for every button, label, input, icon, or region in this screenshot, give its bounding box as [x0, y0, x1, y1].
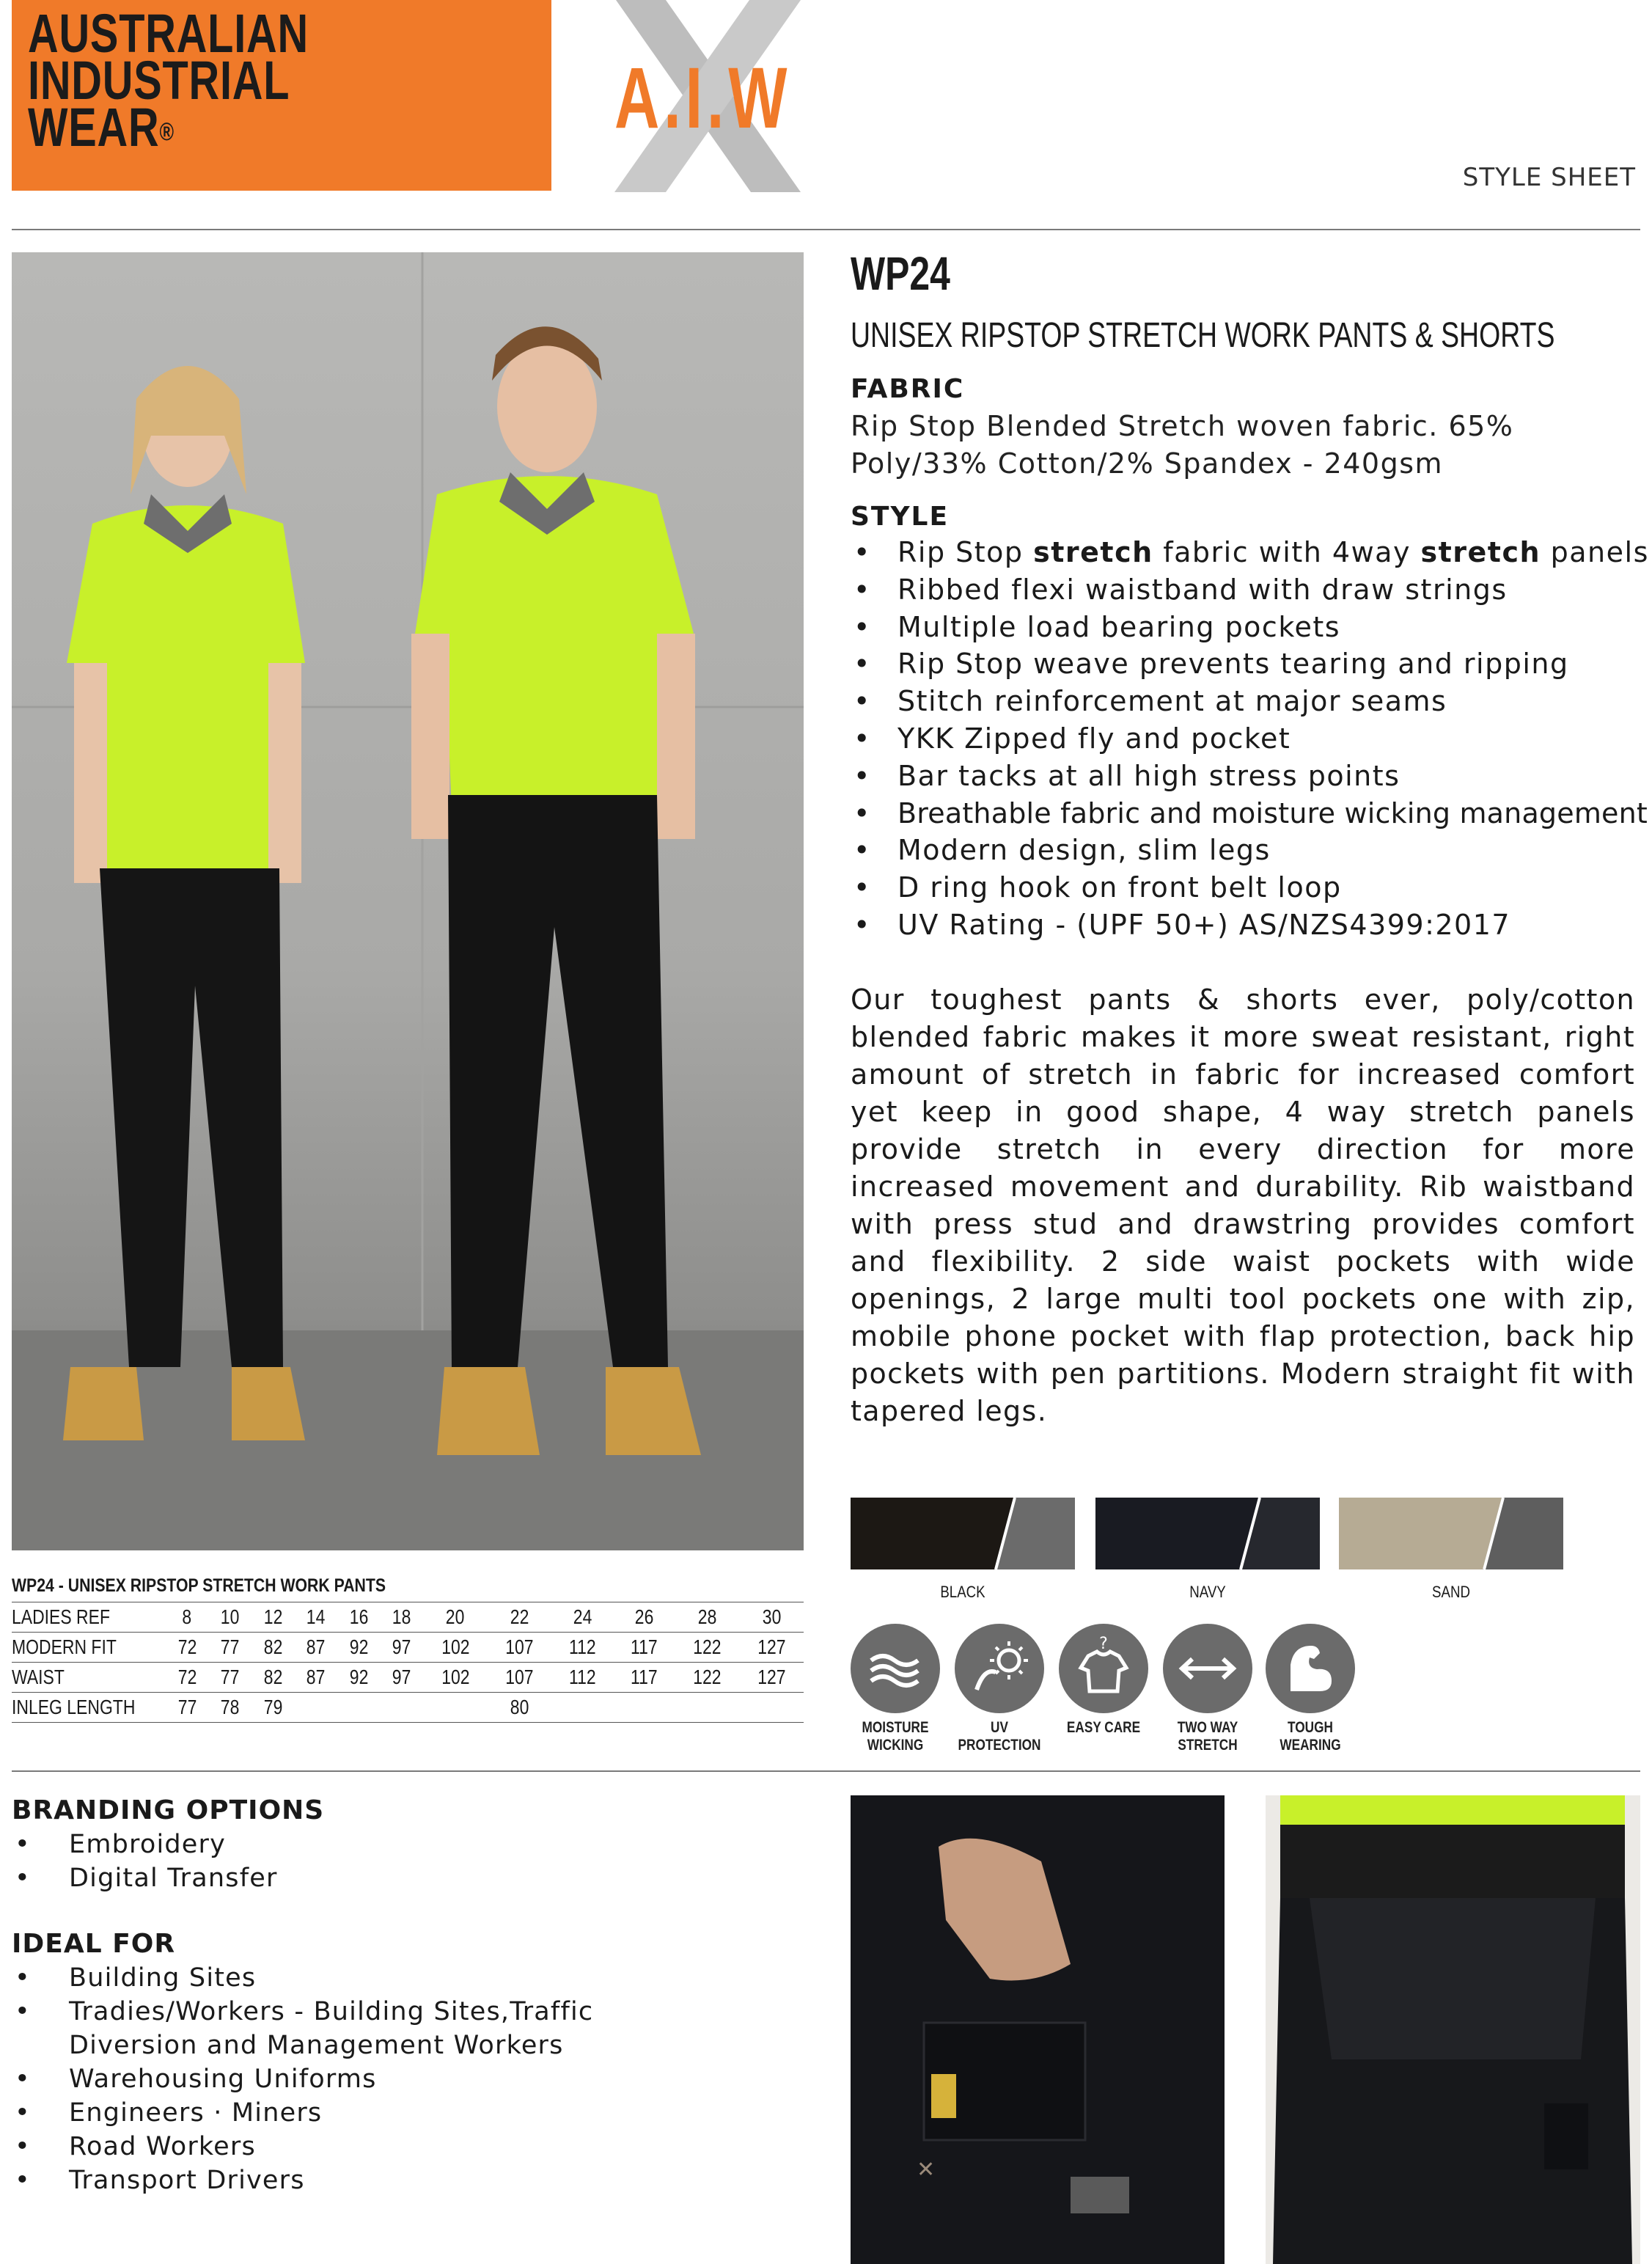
size-cell: 12 — [252, 1602, 295, 1633]
colour-swatch-navy[interactable] — [1095, 1498, 1320, 1569]
size-table-row — [12, 1693, 804, 1723]
ideal-for-item: • Engineers · Miners — [12, 2096, 672, 2130]
feature-item: • YKK Zipped fly and pocket — [851, 720, 1642, 758]
size-cell — [739, 1693, 804, 1723]
size-cell: 14 — [295, 1602, 338, 1633]
easy-care-icon — [1059, 1624, 1148, 1713]
icon-label-two-way-stretch: TWO WAY STRETCH — [1177, 1719, 1238, 1754]
size-cell — [614, 1693, 675, 1723]
brand-wordmark — [28, 3, 309, 158]
size-cell — [337, 1693, 381, 1723]
feature-item: • D ring hook on front belt loop — [851, 869, 1642, 906]
size-cell: 82 — [252, 1633, 295, 1663]
size-cell: 117 — [614, 1633, 675, 1663]
size-cell: 102 — [423, 1663, 488, 1693]
icon-label-uv-protection: UV PROTECTION — [958, 1719, 1041, 1754]
svg-text:✕: ✕ — [917, 2157, 936, 2183]
size-cell: 22 — [488, 1602, 552, 1633]
colour-label-black: BLACK — [940, 1583, 985, 1601]
brand-line-1: AUSTRALIAN — [28, 3, 309, 64]
back-waistband-detail-photo — [1266, 1795, 1640, 2264]
branding-heading: BRANDING OPTIONS — [12, 1795, 325, 1825]
size-row-label: LADIES REF — [12, 1602, 166, 1633]
branding-item: • Digital Transfer — [12, 1861, 716, 1895]
ideal-for-item: • Tradies/Workers - Building Sites,Traffic Diversion and Management Workers — [12, 1995, 672, 2062]
size-cell: 72 — [166, 1663, 209, 1693]
size-cell: 80 — [488, 1693, 552, 1723]
size-cell: 79 — [252, 1693, 295, 1723]
size-table-title: WP24 - UNISEX RIPSTOP STRETCH WORK PANTS — [12, 1575, 386, 1596]
ideal-for-item: • Road Workers — [12, 2130, 672, 2164]
size-table — [12, 1602, 804, 1723]
size-row-label: WAIST — [12, 1663, 166, 1693]
size-cell: 20 — [423, 1602, 488, 1633]
moisture-wicking-icon — [851, 1624, 940, 1713]
colour-label-navy: NAVY — [1189, 1583, 1226, 1601]
colour-label-sand: SAND — [1432, 1583, 1470, 1601]
size-cell: 117 — [614, 1663, 675, 1693]
size-cell: 122 — [675, 1663, 739, 1693]
colour-swatch-black[interactable] — [851, 1498, 1075, 1569]
size-cell: 8 — [166, 1602, 209, 1633]
size-cell: 18 — [381, 1602, 424, 1633]
size-cell — [552, 1693, 614, 1723]
size-row-label: INLEG LENGTH — [12, 1693, 166, 1723]
icon-label-tough-wearing: TOUGH WEARING — [1280, 1719, 1341, 1754]
brand-line-3: WEAR — [28, 97, 160, 158]
size-cell: 92 — [337, 1663, 381, 1693]
ideal-for-list — [12, 1961, 672, 2197]
size-cell — [381, 1693, 424, 1723]
brand-line-2: INDUSTRIAL — [28, 50, 290, 111]
size-cell: 87 — [295, 1663, 338, 1693]
style-heading: STYLE — [851, 502, 950, 532]
feature-item: • Stitch reinforcement at major seams — [851, 683, 1642, 720]
size-cell: 92 — [337, 1633, 381, 1663]
size-cell: 87 — [295, 1633, 338, 1663]
size-cell: 24 — [552, 1602, 614, 1633]
size-cell: 112 — [552, 1663, 614, 1693]
feature-item: • Multiple load bearing pockets — [851, 609, 1642, 646]
size-cell: 127 — [739, 1663, 804, 1693]
size-cell: 78 — [209, 1693, 252, 1723]
size-cell: 26 — [614, 1602, 675, 1633]
feature-item: • Rip Stop stretch fabric with 4way stretch panels — [851, 534, 1642, 571]
style-feature-list — [851, 534, 1649, 944]
feature-item: • Breathable fabric and moisture wicking management — [851, 795, 1642, 832]
size-cell: 77 — [166, 1693, 209, 1723]
tough-wearing-icon — [1266, 1624, 1355, 1713]
size-cell: 77 — [209, 1663, 252, 1693]
aiw-logo-text: A.I.W — [614, 50, 792, 147]
size-cell — [295, 1693, 338, 1723]
size-cell: 82 — [252, 1663, 295, 1693]
uv-protection-icon — [955, 1624, 1044, 1713]
size-cell: 28 — [675, 1602, 739, 1633]
product-code: WP24 — [851, 247, 950, 300]
feature-item: • Modern design, slim legs — [851, 832, 1642, 869]
size-table-row — [12, 1663, 804, 1693]
pocket-detail-photo — [851, 1795, 1225, 2264]
size-cell: 77 — [209, 1633, 252, 1663]
document-type-label: STYLE SHEET — [1462, 163, 1636, 192]
branding-list — [12, 1828, 716, 1895]
ideal-for-item: • Warehousing Uniforms — [12, 2062, 672, 2096]
hero-model-photo — [12, 252, 804, 1550]
ideal-for-item: • Building Sites — [12, 1961, 672, 1995]
size-cell: 107 — [488, 1663, 552, 1693]
size-cell: 102 — [423, 1633, 488, 1663]
size-cell: 10 — [209, 1602, 252, 1633]
fabric-description: Rip Stop Blended Stretch woven fabric. 65% Poly/33% Cotton/2% Spandex - 240gsm — [851, 410, 1514, 480]
svg-text:?: ? — [1099, 1635, 1108, 1653]
header-divider — [12, 229, 1640, 230]
size-cell: 72 — [166, 1633, 209, 1663]
size-table-row — [12, 1602, 804, 1633]
icon-label-easy-care: EASY CARE — [1066, 1719, 1141, 1736]
feature-item: • UV Rating - (UPF 50+) AS/NZS4399:2017 — [851, 906, 1642, 944]
registered-mark: ® — [159, 118, 175, 146]
branding-item: • Embroidery — [12, 1828, 716, 1861]
icon-label-moisture-wicking: MOISTURE WICKING — [862, 1719, 929, 1754]
section-divider — [12, 1770, 1640, 1772]
ideal-for-item: • Transport Drivers — [12, 2164, 672, 2197]
feature-item: • Rip Stop weave prevents tearing and ripping — [851, 645, 1642, 683]
size-cell — [675, 1693, 739, 1723]
product-description: Our toughest pants & shorts ever, poly/cotton blended fabric makes it more sweat resistant, right amount of stretch in fabric for increased comfort yet keep in good shape, 4 way stretch panels provide stretch in every direction for more increased movement and durability. Rib waistband with press stud and drawstring provides comfort and flexibility. 2 side waist pockets with wide openings, 2 large multi tool pockets one with zip, mobile phone pocket with flap protection, back hip pockets with pen partitions. Modern straight fit with tapered legs. — [851, 983, 1635, 1427]
size-cell: 97 — [381, 1663, 424, 1693]
size-cell: 30 — [739, 1602, 804, 1633]
size-cell — [423, 1693, 488, 1723]
size-table-row — [12, 1633, 804, 1663]
size-cell: 127 — [739, 1633, 804, 1663]
size-cell: 122 — [675, 1633, 739, 1663]
two-way-stretch-icon — [1163, 1624, 1252, 1713]
size-cell: 97 — [381, 1633, 424, 1663]
colour-swatch-sand[interactable] — [1339, 1498, 1563, 1569]
feature-item: • Bar tacks at all high stress points — [851, 758, 1642, 795]
size-cell: 107 — [488, 1633, 552, 1663]
ideal-for-heading: IDEAL FOR — [12, 1929, 176, 1959]
fabric-heading: FABRIC — [851, 374, 965, 404]
product-title: UNISEX RIPSTOP STRETCH WORK PANTS & SHORTS — [851, 316, 1555, 355]
size-cell: 16 — [337, 1602, 381, 1633]
size-cell: 112 — [552, 1633, 614, 1663]
size-row-label: MODERN FIT — [12, 1633, 166, 1663]
feature-item: • Ribbed flexi waistband with draw strings — [851, 571, 1642, 609]
